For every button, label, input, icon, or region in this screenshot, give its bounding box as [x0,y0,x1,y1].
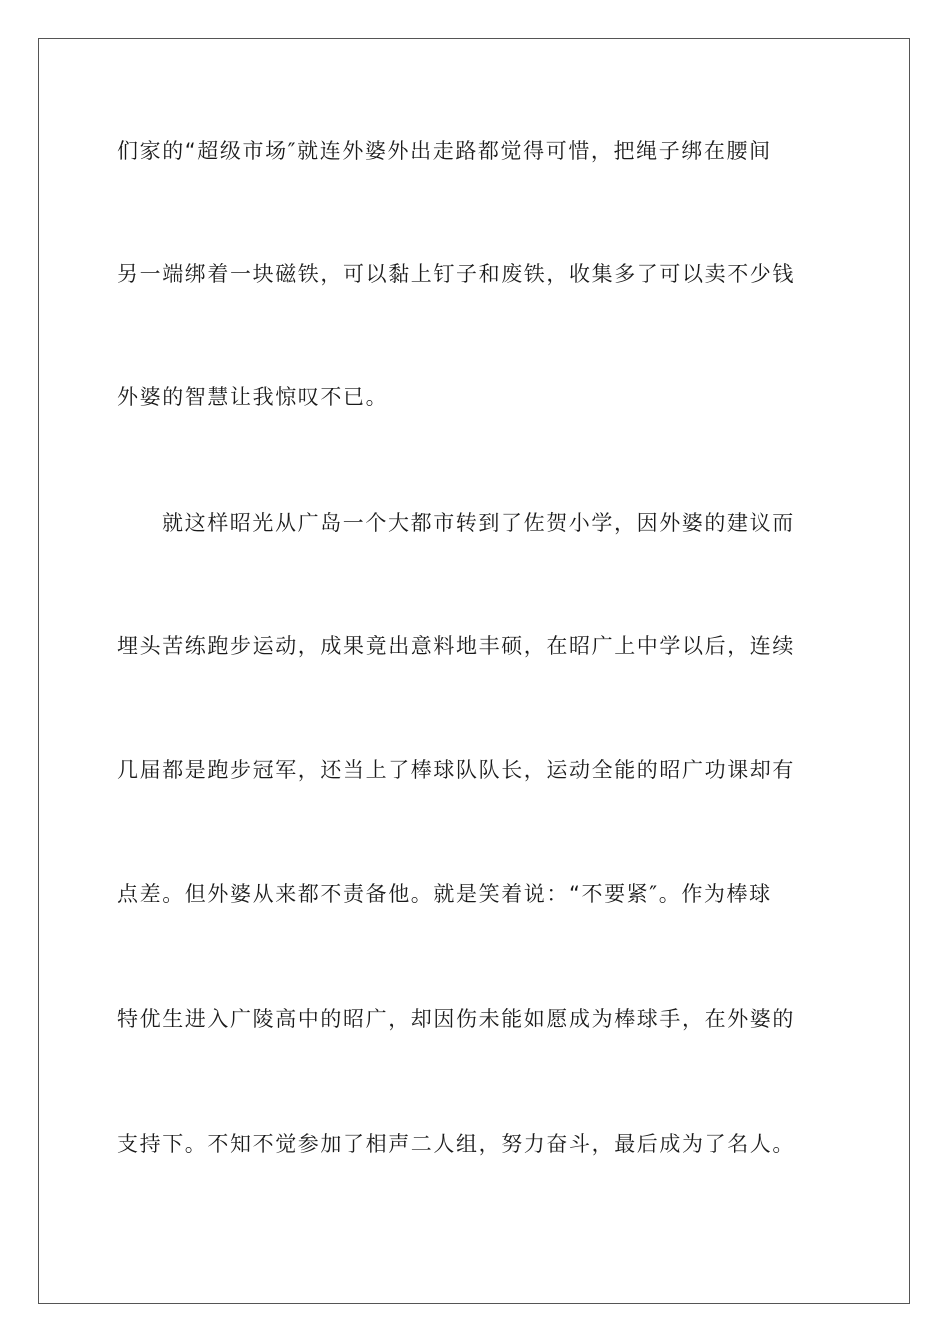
text-line: 几届都是跑步冠军，还当上了棒球队队长，运动全能的昭广功课却有 [117,758,795,782]
text-line: 特优生进入广陵高中的昭广，却因伤未能如愿成为棒球手，在外婆的 [117,1007,795,1031]
text-line: 外婆的智慧让我惊叹不已。 [117,385,389,409]
text-line-indented: 就这样昭光从广岛一个大都市转到了佐贺小学，因外婆的建议而 [162,511,795,535]
page-border [38,38,910,1304]
text-line: 们家的“超级市场″就连外婆外出走路都觉得可惜，把绳子绑在腰间 [117,139,772,163]
text-line: 另一端绑着一块磁铁，可以黏上钉子和废铁，收集多了可以卖不少钱 [117,262,795,286]
text-line: 点差。但外婆从来都不责备他。就是笑着说：“不要紧″。作为棒球 [117,882,772,906]
text-line: 支持下。不知不觉参加了相声二人组，努力奋斗，最后成为了名人。 [117,1132,795,1156]
text-line: 埋头苦练跑步运动，成果竟出意料地丰硕，在昭广上中学以后，连续 [117,634,795,658]
